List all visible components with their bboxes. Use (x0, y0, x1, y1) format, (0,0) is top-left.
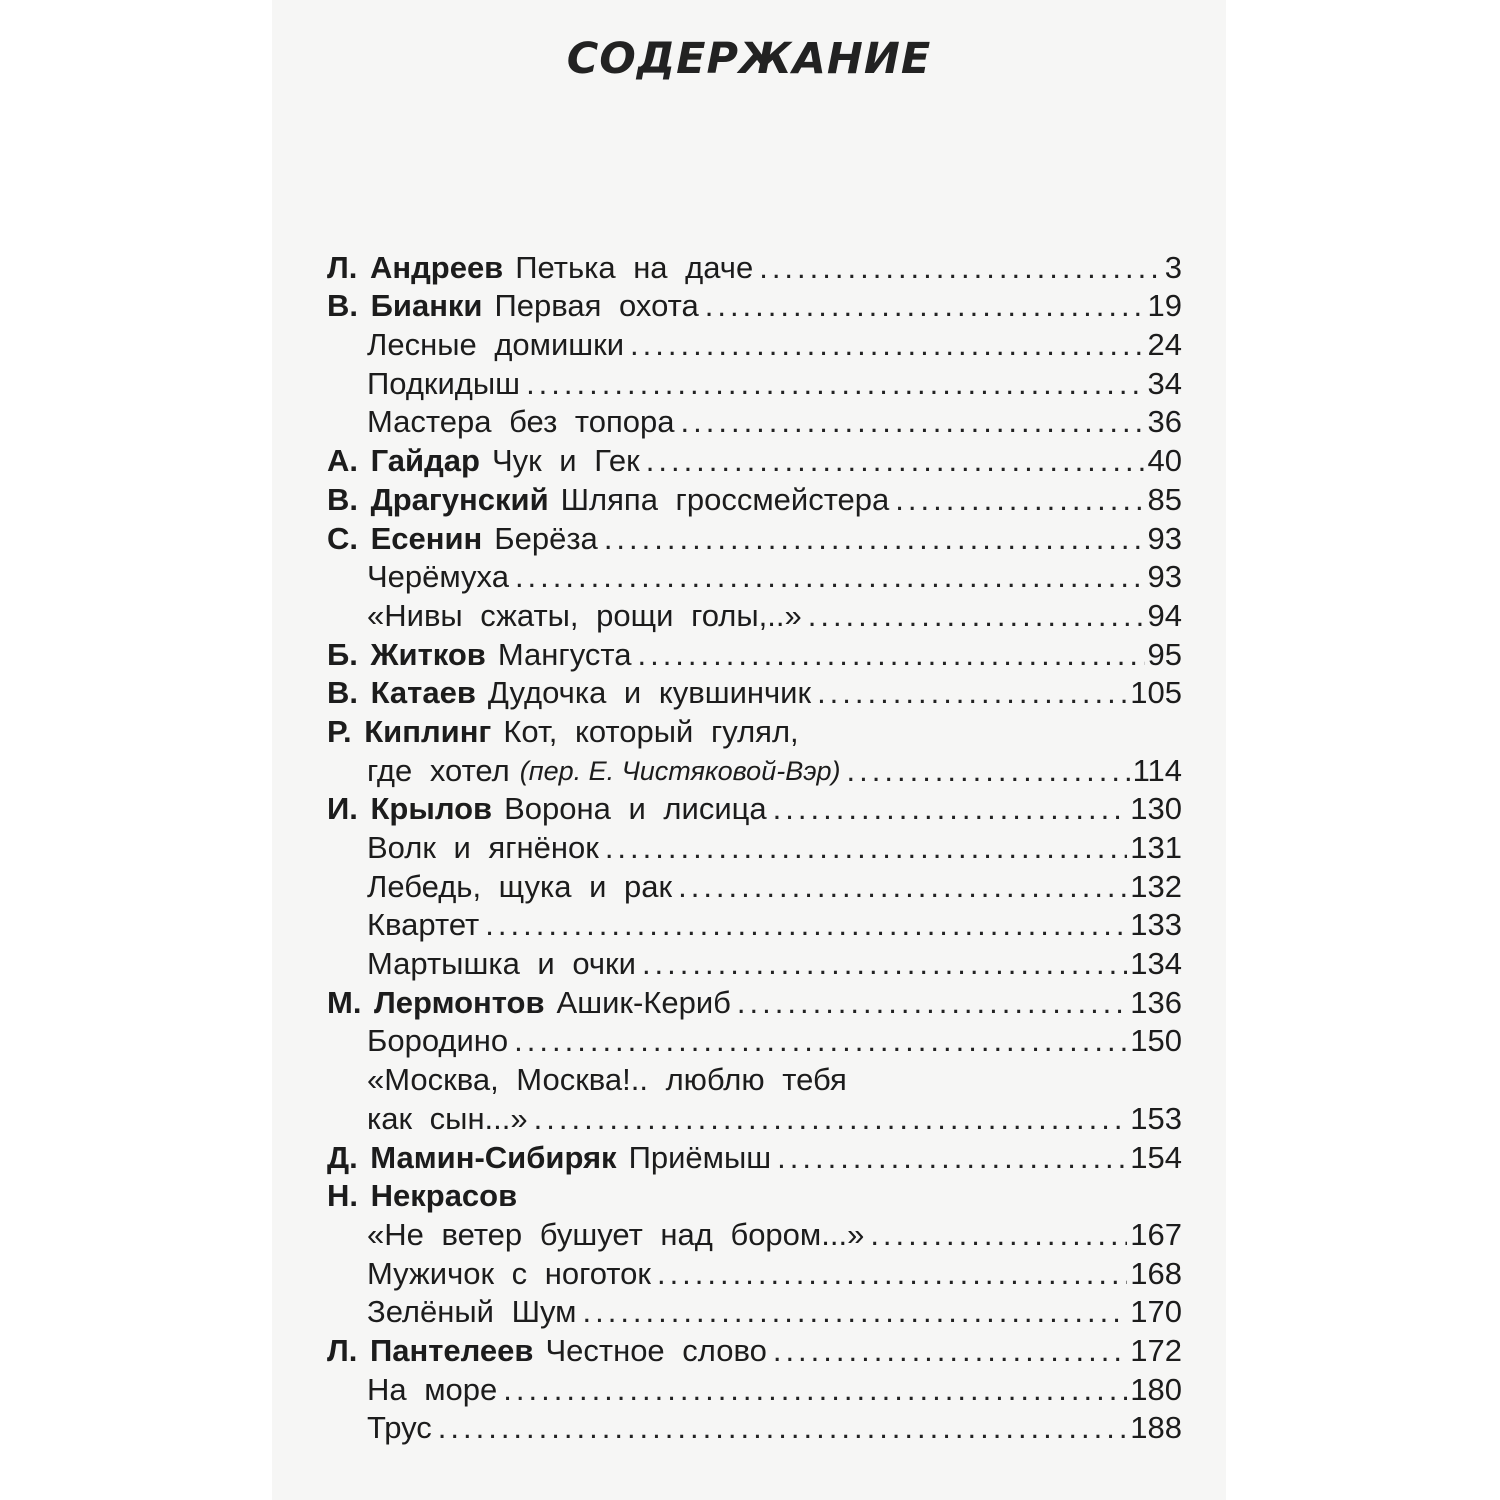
toc-title: Петька на даче (515, 249, 754, 285)
toc-title: Мужичок с ноготок (367, 1255, 651, 1291)
toc-title: Квартет (367, 907, 480, 943)
toc-title: Шляпа гроссмейстера (560, 481, 890, 517)
toc-row (327, 750, 1182, 789)
toc-title: Кот, который гулял, (503, 713, 799, 749)
toc-page-number: 172 (1130, 1332, 1182, 1368)
toc-title: Первая охота (494, 288, 699, 324)
toc-leader-dots (637, 637, 1144, 673)
toc-row (327, 1137, 1182, 1176)
toc-title: На море (367, 1371, 498, 1407)
toc-leader-dots (895, 482, 1144, 518)
toc-leader-dots (485, 907, 1127, 943)
toc-title: «Москва, Москва!.. люблю тебя (367, 1062, 847, 1098)
toc-title: Подкидыш (367, 365, 521, 401)
toc-row (327, 1059, 1182, 1098)
toc-page-number: 34 (1147, 365, 1182, 401)
toc-leader-dots (657, 1256, 1127, 1292)
toc-row (327, 711, 1182, 750)
toc-page-number: 19 (1147, 288, 1182, 324)
toc-page-number: 94 (1147, 597, 1182, 633)
toc-title: Черёмуха (367, 559, 509, 595)
toc-leader-dots (681, 404, 1145, 440)
toc-title: где хотел (367, 752, 510, 788)
toc-page-number: 3 (1164, 249, 1182, 285)
toc-leader-dots (773, 1333, 1127, 1369)
toc-leader-dots (503, 1372, 1127, 1408)
toc-title: Ашик-Кериб (556, 984, 731, 1020)
toc-title: Волк и ягнёнок (367, 830, 599, 865)
toc-author: Л. Андреев (327, 249, 504, 285)
toc-title: Мартышка и очки (367, 946, 636, 982)
toc-page-number: 95 (1147, 636, 1182, 672)
toc-title: Трус (367, 1410, 432, 1446)
toc-row (327, 286, 1182, 325)
toc-row (327, 1369, 1182, 1408)
toc-leader-dots (817, 675, 1127, 711)
toc-leader-dots (605, 830, 1127, 866)
table-of-contents (327, 247, 1182, 1446)
toc-leader-dots (870, 1217, 1127, 1253)
toc-leader-dots (514, 1023, 1127, 1059)
toc-leader-dots (705, 288, 1145, 324)
toc-row (327, 634, 1182, 673)
toc-page-number: 105 (1130, 675, 1182, 711)
toc-row (327, 1408, 1182, 1447)
toc-leader-dots (777, 1140, 1127, 1176)
toc-row (327, 324, 1182, 363)
toc-page-number: 154 (1130, 1139, 1182, 1175)
toc-page-number: 93 (1147, 559, 1182, 595)
toc-title: Зелёный Шум (367, 1294, 577, 1330)
toc-leader-dots (678, 869, 1127, 905)
toc-title: Честное слово (545, 1332, 767, 1368)
toc-title: Дудочка и кувшинчик (487, 675, 812, 711)
toc-page-number: 36 (1147, 404, 1182, 440)
toc-row (327, 1214, 1182, 1253)
toc-leader-dots (737, 985, 1127, 1021)
toc-title: «Не ветер бушует над бором...» (367, 1216, 865, 1252)
toc-leader-dots (808, 598, 1145, 634)
toc-row (327, 363, 1182, 402)
toc-row (327, 479, 1182, 518)
toc-author: Б. Житков (327, 636, 486, 672)
toc-author: В. Бианки (327, 288, 483, 324)
toc-author: М. Лермонтов (327, 984, 545, 1020)
toc-row (327, 557, 1182, 596)
toc-leader-dots (582, 1294, 1127, 1330)
toc-row (327, 440, 1182, 479)
toc-leader-dots (642, 946, 1127, 982)
toc-row (327, 982, 1182, 1021)
toc-title: Мангуста (497, 636, 632, 672)
toc-page-number: 131 (1130, 830, 1182, 865)
toc-leader-dots (630, 327, 1144, 363)
toc-author: А. Гайдар (327, 443, 480, 479)
toc-row (327, 402, 1182, 441)
toc-page-number: 85 (1147, 481, 1182, 517)
toc-title: Ворона и лисица (504, 791, 767, 827)
toc-row (327, 1098, 1182, 1137)
toc-author: Н. Некрасов (327, 1178, 518, 1214)
toc-translator-note: (пер. Е. Чистяковой-Вэр) (519, 755, 841, 786)
toc-author: С. Есенин (327, 520, 483, 556)
toc-row (327, 866, 1182, 905)
toc-row (327, 905, 1182, 944)
toc-title: Приёмыш (628, 1139, 772, 1175)
toc-row (327, 1292, 1182, 1331)
toc-page-number: 24 (1147, 327, 1182, 363)
toc-page-number: 133 (1130, 907, 1182, 943)
toc-leader-dots (646, 443, 1145, 479)
toc-title: Берёза (494, 520, 598, 556)
toc-title: Бородино (367, 1023, 509, 1059)
toc-page-number: 134 (1130, 946, 1182, 982)
toc-row (327, 1176, 1182, 1215)
toc-title: Мастера без топора (367, 404, 675, 440)
toc-row (327, 518, 1182, 557)
toc-page-number: 167 (1130, 1216, 1182, 1252)
toc-row (327, 1330, 1182, 1369)
toc-leader-dots (759, 250, 1162, 286)
toc-author: Д. Мамин-Сибиряк (327, 1139, 617, 1175)
toc-row (327, 595, 1182, 634)
toc-leader-dots (773, 791, 1128, 827)
toc-row (327, 247, 1182, 286)
toc-row (327, 673, 1182, 712)
toc-author: И. Крылов (327, 791, 493, 827)
toc-leader-dots (438, 1410, 1128, 1446)
toc-row (327, 789, 1182, 828)
toc-author: Р. Киплинг (327, 713, 492, 749)
toc-title: как сын...» (367, 1100, 528, 1136)
toc-leader-dots (534, 1101, 1128, 1137)
toc-page-number: 130 (1130, 791, 1182, 827)
toc-page-number: 153 (1130, 1100, 1182, 1136)
toc-page-number: 150 (1130, 1023, 1182, 1059)
toc-title: «Нивы сжаты, рощи голы,..» (367, 597, 802, 633)
toc-page-number: 180 (1130, 1371, 1182, 1407)
toc-page-number: 40 (1147, 443, 1182, 479)
toc-leader-dots (515, 559, 1145, 595)
toc-page-number: 188 (1130, 1410, 1182, 1446)
toc-title: Лесные домишки (367, 327, 625, 363)
toc-leader-dots (604, 521, 1145, 557)
toc-page-number: 170 (1130, 1294, 1182, 1330)
toc-title: Чук и Гек (491, 443, 640, 479)
toc-row (327, 1253, 1182, 1292)
toc-author: В. Драгунский (327, 481, 549, 517)
toc-page-number: 132 (1130, 868, 1182, 904)
toc-row (327, 1021, 1182, 1060)
toc-page-number: 114 (1132, 752, 1182, 788)
toc-author: В. Катаев (327, 675, 476, 711)
toc-title: Лебедь, щука и рак (367, 868, 673, 904)
toc-leader-dots (526, 366, 1144, 402)
toc-page-number: 168 (1130, 1255, 1182, 1291)
toc-row (327, 943, 1182, 982)
toc-page-number: 93 (1147, 520, 1182, 556)
toc-page-number: 136 (1130, 984, 1182, 1020)
page-title: СОДЕРЖАНИЕ (566, 34, 932, 84)
toc-author: Л. Пантелеев (327, 1332, 534, 1368)
toc-row (327, 827, 1182, 866)
toc-leader-dots (847, 753, 1130, 789)
